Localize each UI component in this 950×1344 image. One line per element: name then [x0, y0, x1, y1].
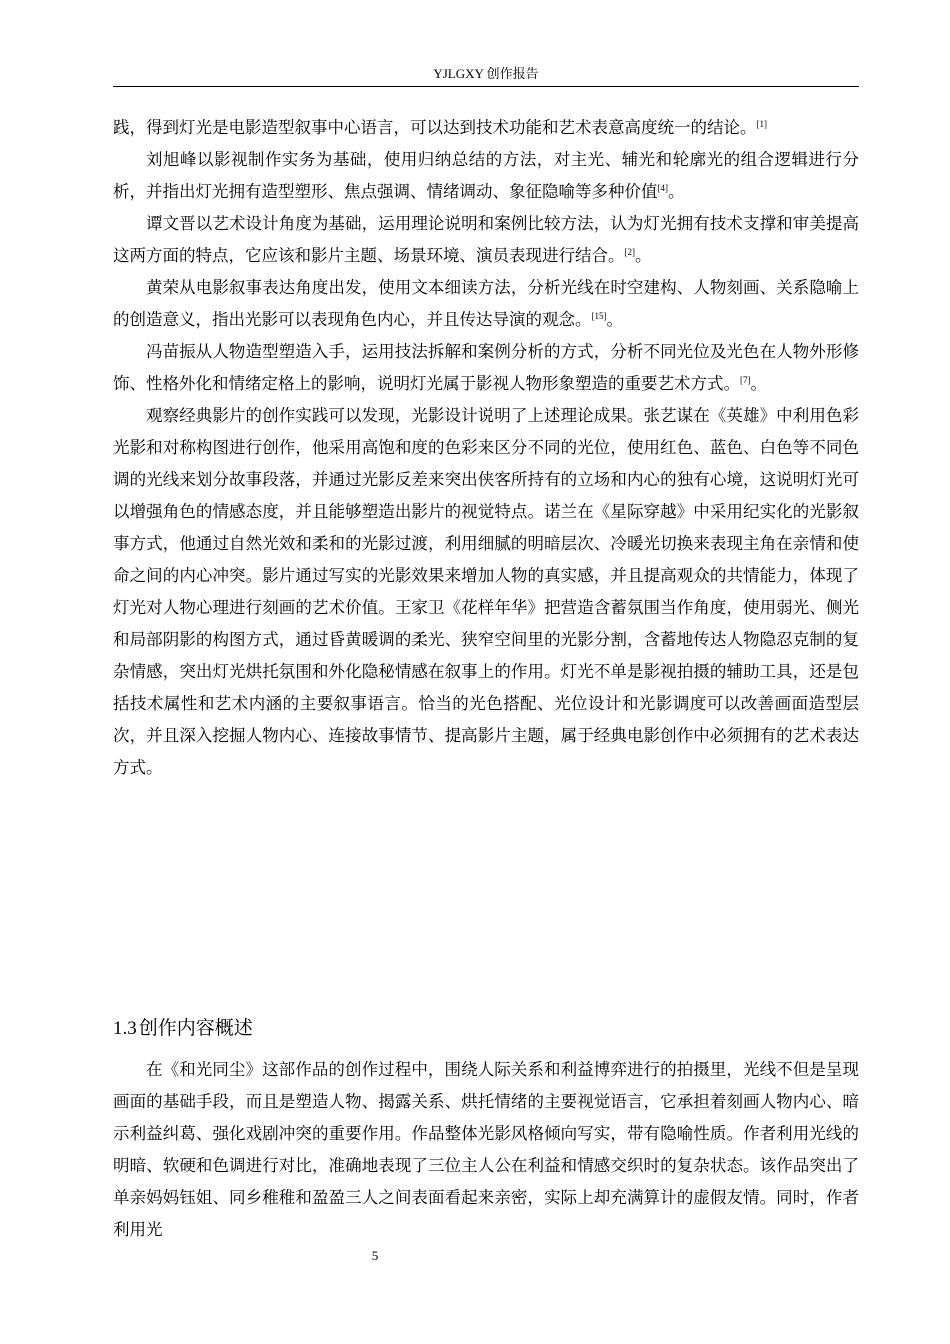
section-paragraph: 在《和光同尘》这部作品的创作过程中，围绕人际关系和利益博弈进行的拍摄里，光线不但是呈现画面的基础手段，而且是塑造人物、揭露关系、烘托情绪的主要视觉语言，它承担着刻画人物内心、暗示利益纠葛、强化戏剧冲突的重要作用。作品整体光影风格倾向写实，带有隐喻性质。作者利用光线的明暗、软硬和色调进行对比，准确地表现了三位主人公在利益和情感交织时的复杂状态。该作品突出了单亲妈妈钰姐、同乡稚稚和盈盈三人之间表面看起来亲密，实际上却充满算计的虚假友情。同时，作者利用光: [113, 1060, 859, 1239]
paragraph: 冯苗振从人物造型塑造入手，运用技法拆解和案例分析的方式，分析不同光位及光色在人物外形修饰、性格外化和情绪定格上的影响，说明灯光属于影视人物形象塑造的重要艺术方式。[7]。: [113, 342, 859, 393]
header-divider: [113, 86, 859, 87]
section-number: 1.3: [113, 1018, 137, 1039]
citation-ref: [2]: [624, 247, 635, 257]
citation-ref: [15]: [591, 311, 607, 321]
section-title: 创作内容概述: [138, 1017, 253, 1039]
page-number: 5: [371, 1248, 379, 1263]
body-text: [113, 112, 859, 784]
citation-ref: [7]: [740, 375, 751, 385]
paragraph-continued: 践，得到灯光是电影造型叙事中心语言，可以达到技术功能和艺术表意高度统一的结论。[1]: [113, 118, 767, 137]
citation-ref: [4]: [657, 183, 668, 193]
paragraph: 刘旭峰以影视制作实务为基础，使用归纳总结的方法，对主光、辅光和轮廓光的组合逻辑进行分析，并指出灯光拥有造型塑形、焦点强调、情绪调动、象征隐喻等多种价值[4]。: [113, 150, 859, 201]
paragraph: 谭文晋以艺术设计角度为基础，运用理论说明和案例比较方法，认为灯光拥有技术支撑和审美提高这两方面的特点，它应该和影片主题、场景环境、演员表现进行结合。[2]。: [113, 214, 859, 265]
header-title: YJLGXY 创作报告: [433, 66, 539, 81]
section-heading: [113, 1014, 859, 1043]
page-header: [113, 66, 859, 82]
citation-ref: [1]: [756, 119, 767, 129]
paragraph: 观察经典影片的创作实践可以发现，光影设计说明了上述理论成果。张艺谋在《英雄》中利用色彩光影和对称构图进行创作，他采用高饱和度的色彩来区分不同的光位，使用红色、蓝色、白色等不同色调的光线来划分故事段落，并通过光影反差来突出侠客所持有的立场和内心的独有心境，这说明灯光可以增强角色的情感态度，并且能够塑造出影片的视觉特点。诺兰在《星际穿越》中采用纪实化的光影叙事方式，他通过自然光效和柔和的光影过渡，利用细腻的明暗层次、冷暖光切换来表现主角在亲情和使命之间的内心冲突。影片通过写实的光影效果来增加人物的真实感，并且提高观众的共情能力，体现了灯光对人物心理进行刻画的艺术价值。王家卫《花样年华》把营造含蓄氛围当作角度，使用弱光、侧光和局部阴影的构图方式，通过昏黄暖调的柔光、狭窄空间里的光影分割，含蓄地传达人物隐忍克制的复杂情感，突出灯光烘托氛围和外化隐秘情感在叙事上的作用。灯光不单是影视拍摄的辅助工具，还是包括技术属性和艺术内涵的主要叙事语言。恰当的光色搭配、光位设计和光影调度可以改善画面造型层次，并且深入挖掘人物内心、连接故事情节、提高影片主题，属于经典电影创作中必须拥有的艺术表达方式。: [113, 406, 859, 777]
paragraph: 黄荣从电影叙事表达角度出发，使用文本细读方法，分析光线在时空建构、人物刻画、关系隐喻上的创造意义，指出光影可以表现角色内心，并且传达导演的观念。[15]。: [113, 278, 859, 329]
